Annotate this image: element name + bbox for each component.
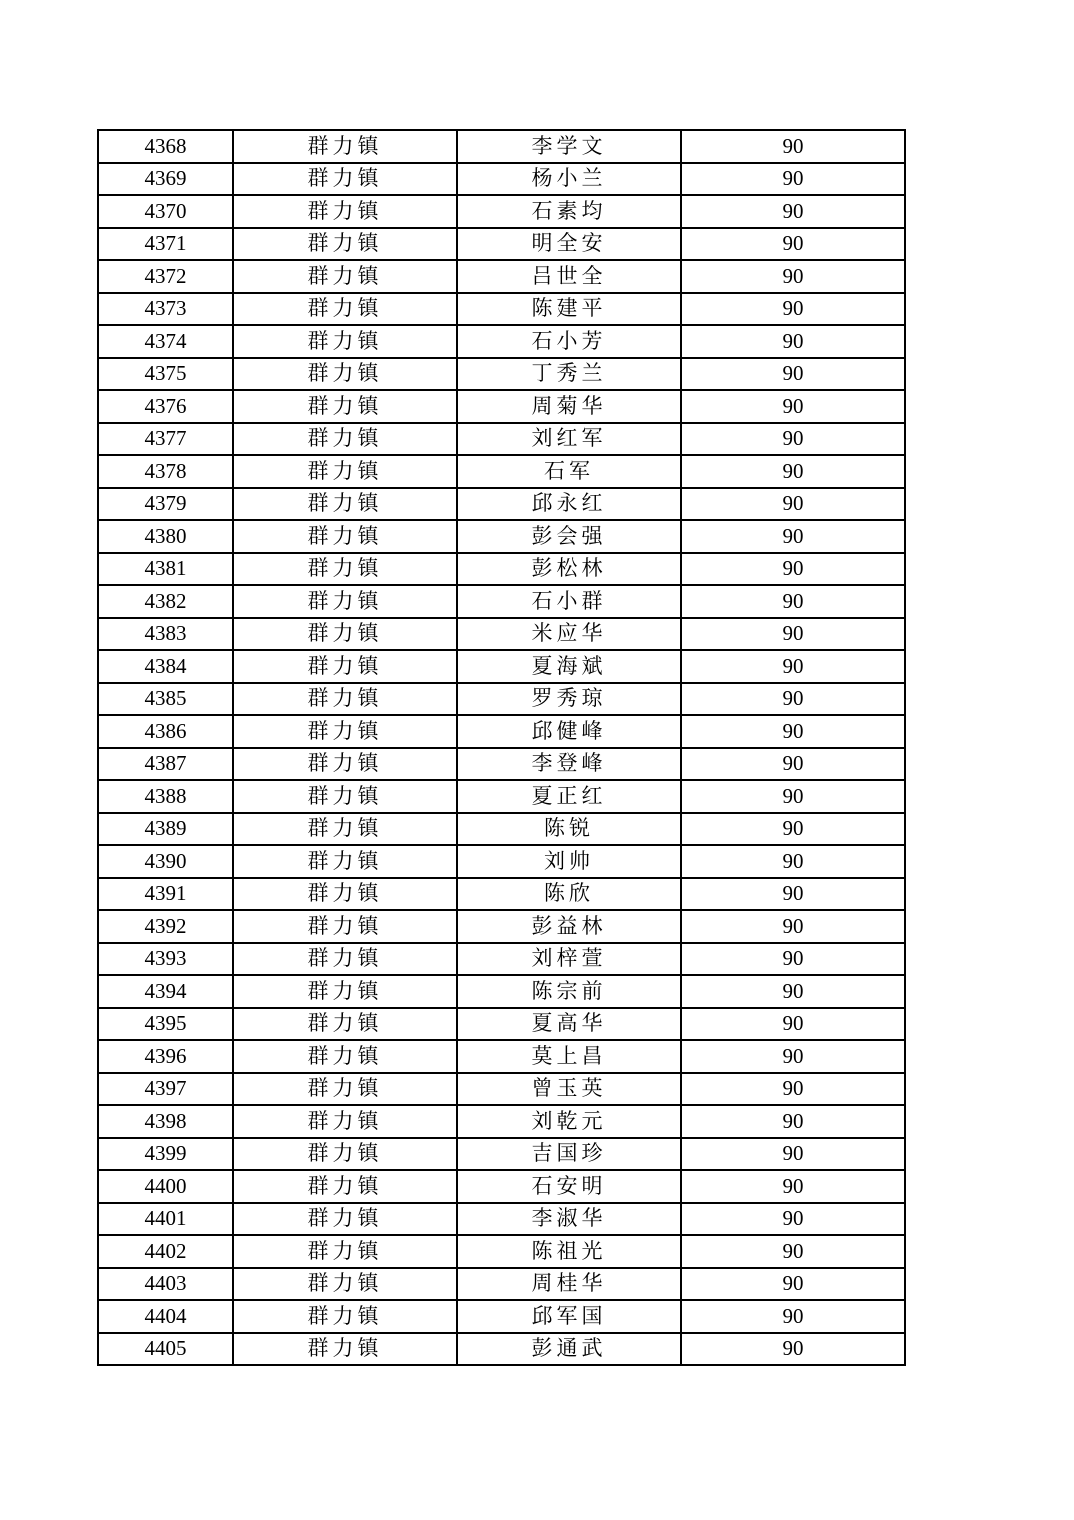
table-row [98, 390, 905, 423]
town-cell: 群力镇 [233, 1235, 457, 1268]
town-cell: 群力镇 [233, 1105, 457, 1138]
row-number-cell: 4373 [98, 293, 233, 326]
person-name-cell: 莫上昌 [457, 1040, 681, 1073]
amount-cell: 90 [681, 748, 905, 781]
town-cell: 群力镇 [233, 618, 457, 651]
row-number-cell: 4385 [98, 683, 233, 716]
person-name-cell: 罗秀琼 [457, 683, 681, 716]
table-row [98, 228, 905, 261]
row-number-cell: 4370 [98, 195, 233, 228]
person-name-cell: 米应华 [457, 618, 681, 651]
row-number-cell: 4380 [98, 520, 233, 553]
town-cell: 群力镇 [233, 520, 457, 553]
person-name-cell: 刘帅 [457, 845, 681, 878]
amount-cell: 90 [681, 1235, 905, 1268]
amount-cell: 90 [681, 618, 905, 651]
row-number-cell: 4398 [98, 1105, 233, 1138]
person-name-cell: 刘梓萱 [457, 943, 681, 976]
amount-cell: 90 [681, 975, 905, 1008]
person-name-cell: 夏高华 [457, 1008, 681, 1041]
amount-cell: 90 [681, 358, 905, 391]
person-name-cell: 石小群 [457, 585, 681, 618]
table-row [98, 813, 905, 846]
amount-cell: 90 [681, 325, 905, 358]
row-number-cell: 4391 [98, 878, 233, 911]
town-cell: 群力镇 [233, 683, 457, 716]
table-row [98, 1073, 905, 1106]
row-number-cell: 4377 [98, 423, 233, 456]
table-row [98, 618, 905, 651]
amount-cell: 90 [681, 650, 905, 683]
table-row [98, 1333, 905, 1366]
town-cell: 群力镇 [233, 228, 457, 261]
table-row [98, 975, 905, 1008]
row-number-cell: 4383 [98, 618, 233, 651]
amount-cell: 90 [681, 1300, 905, 1333]
row-number-cell: 4400 [98, 1170, 233, 1203]
table-row [98, 1235, 905, 1268]
row-number-cell: 4389 [98, 813, 233, 846]
row-number-cell: 4374 [98, 325, 233, 358]
row-number-cell: 4376 [98, 390, 233, 423]
amount-cell: 90 [681, 683, 905, 716]
town-cell: 群力镇 [233, 878, 457, 911]
person-name-cell: 陈锐 [457, 813, 681, 846]
amount-cell: 90 [681, 1008, 905, 1041]
town-cell: 群力镇 [233, 943, 457, 976]
amount-cell: 90 [681, 260, 905, 293]
town-cell: 群力镇 [233, 455, 457, 488]
town-cell: 群力镇 [233, 423, 457, 456]
person-name-cell: 吕世全 [457, 260, 681, 293]
town-cell: 群力镇 [233, 650, 457, 683]
table-row [98, 910, 905, 943]
table-row [98, 1300, 905, 1333]
person-name-cell: 彭通武 [457, 1333, 681, 1366]
amount-cell: 90 [681, 1203, 905, 1236]
amount-cell: 90 [681, 520, 905, 553]
person-name-cell: 夏正红 [457, 780, 681, 813]
person-name-cell: 邱健峰 [457, 715, 681, 748]
town-cell: 群力镇 [233, 1300, 457, 1333]
row-number-cell: 4372 [98, 260, 233, 293]
person-name-cell: 丁秀兰 [457, 358, 681, 391]
table-row [98, 1105, 905, 1138]
table-row [98, 1040, 905, 1073]
person-name-cell: 陈祖光 [457, 1235, 681, 1268]
table-row [98, 1268, 905, 1301]
town-cell: 群力镇 [233, 130, 457, 163]
row-number-cell: 4388 [98, 780, 233, 813]
table-row [98, 1170, 905, 1203]
table-row [98, 780, 905, 813]
table-row [98, 1203, 905, 1236]
person-name-cell: 周菊华 [457, 390, 681, 423]
table-row [98, 553, 905, 586]
table-row [98, 585, 905, 618]
town-cell: 群力镇 [233, 1138, 457, 1171]
amount-cell: 90 [681, 780, 905, 813]
person-name-cell: 石素均 [457, 195, 681, 228]
row-number-cell: 4402 [98, 1235, 233, 1268]
table-row [98, 195, 905, 228]
table-row [98, 358, 905, 391]
amount-cell: 90 [681, 1040, 905, 1073]
person-name-cell: 李登峰 [457, 748, 681, 781]
amount-cell: 90 [681, 1170, 905, 1203]
row-number-cell: 4369 [98, 163, 233, 196]
amount-cell: 90 [681, 293, 905, 326]
town-cell: 群力镇 [233, 715, 457, 748]
person-name-cell: 周桂华 [457, 1268, 681, 1301]
amount-cell: 90 [681, 390, 905, 423]
person-name-cell: 陈欣 [457, 878, 681, 911]
table-row [98, 683, 905, 716]
person-name-cell: 刘红军 [457, 423, 681, 456]
table-row [98, 1008, 905, 1041]
amount-cell: 90 [681, 1105, 905, 1138]
town-cell: 群力镇 [233, 553, 457, 586]
row-number-cell: 4384 [98, 650, 233, 683]
table-row [98, 293, 905, 326]
table-row [98, 715, 905, 748]
person-name-cell: 石军 [457, 455, 681, 488]
town-cell: 群力镇 [233, 390, 457, 423]
town-cell: 群力镇 [233, 780, 457, 813]
town-cell: 群力镇 [233, 845, 457, 878]
amount-cell: 90 [681, 943, 905, 976]
table-row [98, 455, 905, 488]
town-cell: 群力镇 [233, 1073, 457, 1106]
amount-cell: 90 [681, 1073, 905, 1106]
table-row [98, 130, 905, 163]
person-name-cell: 石安明 [457, 1170, 681, 1203]
row-number-cell: 4371 [98, 228, 233, 261]
amount-cell: 90 [681, 910, 905, 943]
row-number-cell: 4379 [98, 488, 233, 521]
amount-cell: 90 [681, 130, 905, 163]
town-cell: 群力镇 [233, 813, 457, 846]
person-name-cell: 曾玉英 [457, 1073, 681, 1106]
row-number-cell: 4386 [98, 715, 233, 748]
table-row [98, 325, 905, 358]
row-number-cell: 4392 [98, 910, 233, 943]
town-cell: 群力镇 [233, 910, 457, 943]
town-cell: 群力镇 [233, 1203, 457, 1236]
table-row [98, 845, 905, 878]
amount-cell: 90 [681, 813, 905, 846]
amount-cell: 90 [681, 195, 905, 228]
amount-cell: 90 [681, 553, 905, 586]
amount-cell: 90 [681, 1333, 905, 1366]
row-number-cell: 4393 [98, 943, 233, 976]
person-name-cell: 李淑华 [457, 1203, 681, 1236]
person-name-cell: 夏海斌 [457, 650, 681, 683]
row-number-cell: 4395 [98, 1008, 233, 1041]
amount-cell: 90 [681, 488, 905, 521]
table-row [98, 423, 905, 456]
town-cell: 群力镇 [233, 748, 457, 781]
row-number-cell: 4390 [98, 845, 233, 878]
table-row [98, 488, 905, 521]
records-table-body [98, 130, 905, 1365]
table-row [98, 943, 905, 976]
person-name-cell: 李学文 [457, 130, 681, 163]
row-number-cell: 4396 [98, 1040, 233, 1073]
row-number-cell: 4404 [98, 1300, 233, 1333]
row-number-cell: 4399 [98, 1138, 233, 1171]
table-row [98, 748, 905, 781]
amount-cell: 90 [681, 163, 905, 196]
town-cell: 群力镇 [233, 1170, 457, 1203]
amount-cell: 90 [681, 423, 905, 456]
table-row [98, 650, 905, 683]
row-number-cell: 4381 [98, 553, 233, 586]
town-cell: 群力镇 [233, 1268, 457, 1301]
table-row [98, 260, 905, 293]
amount-cell: 90 [681, 845, 905, 878]
row-number-cell: 4382 [98, 585, 233, 618]
town-cell: 群力镇 [233, 1008, 457, 1041]
person-name-cell: 陈建平 [457, 293, 681, 326]
person-name-cell: 陈宗前 [457, 975, 681, 1008]
person-name-cell: 邱永红 [457, 488, 681, 521]
records-table [97, 129, 906, 1366]
town-cell: 群力镇 [233, 1040, 457, 1073]
amount-cell: 90 [681, 1268, 905, 1301]
amount-cell: 90 [681, 455, 905, 488]
row-number-cell: 4375 [98, 358, 233, 391]
person-name-cell: 吉国珍 [457, 1138, 681, 1171]
person-name-cell: 彭松林 [457, 553, 681, 586]
town-cell: 群力镇 [233, 975, 457, 1008]
table-row [98, 1138, 905, 1171]
row-number-cell: 4401 [98, 1203, 233, 1236]
town-cell: 群力镇 [233, 488, 457, 521]
amount-cell: 90 [681, 715, 905, 748]
row-number-cell: 4394 [98, 975, 233, 1008]
town-cell: 群力镇 [233, 325, 457, 358]
person-name-cell: 杨小兰 [457, 163, 681, 196]
row-number-cell: 4378 [98, 455, 233, 488]
town-cell: 群力镇 [233, 163, 457, 196]
town-cell: 群力镇 [233, 195, 457, 228]
row-number-cell: 4368 [98, 130, 233, 163]
amount-cell: 90 [681, 1138, 905, 1171]
row-number-cell: 4397 [98, 1073, 233, 1106]
table-row [98, 878, 905, 911]
person-name-cell: 刘乾元 [457, 1105, 681, 1138]
town-cell: 群力镇 [233, 293, 457, 326]
town-cell: 群力镇 [233, 260, 457, 293]
row-number-cell: 4405 [98, 1333, 233, 1366]
town-cell: 群力镇 [233, 358, 457, 391]
table-row [98, 163, 905, 196]
town-cell: 群力镇 [233, 1333, 457, 1366]
town-cell: 群力镇 [233, 585, 457, 618]
row-number-cell: 4387 [98, 748, 233, 781]
amount-cell: 90 [681, 585, 905, 618]
amount-cell: 90 [681, 878, 905, 911]
person-name-cell: 邱军国 [457, 1300, 681, 1333]
person-name-cell: 明全安 [457, 228, 681, 261]
table-row [98, 520, 905, 553]
person-name-cell: 石小芳 [457, 325, 681, 358]
amount-cell: 90 [681, 228, 905, 261]
person-name-cell: 彭益林 [457, 910, 681, 943]
row-number-cell: 4403 [98, 1268, 233, 1301]
person-name-cell: 彭会强 [457, 520, 681, 553]
